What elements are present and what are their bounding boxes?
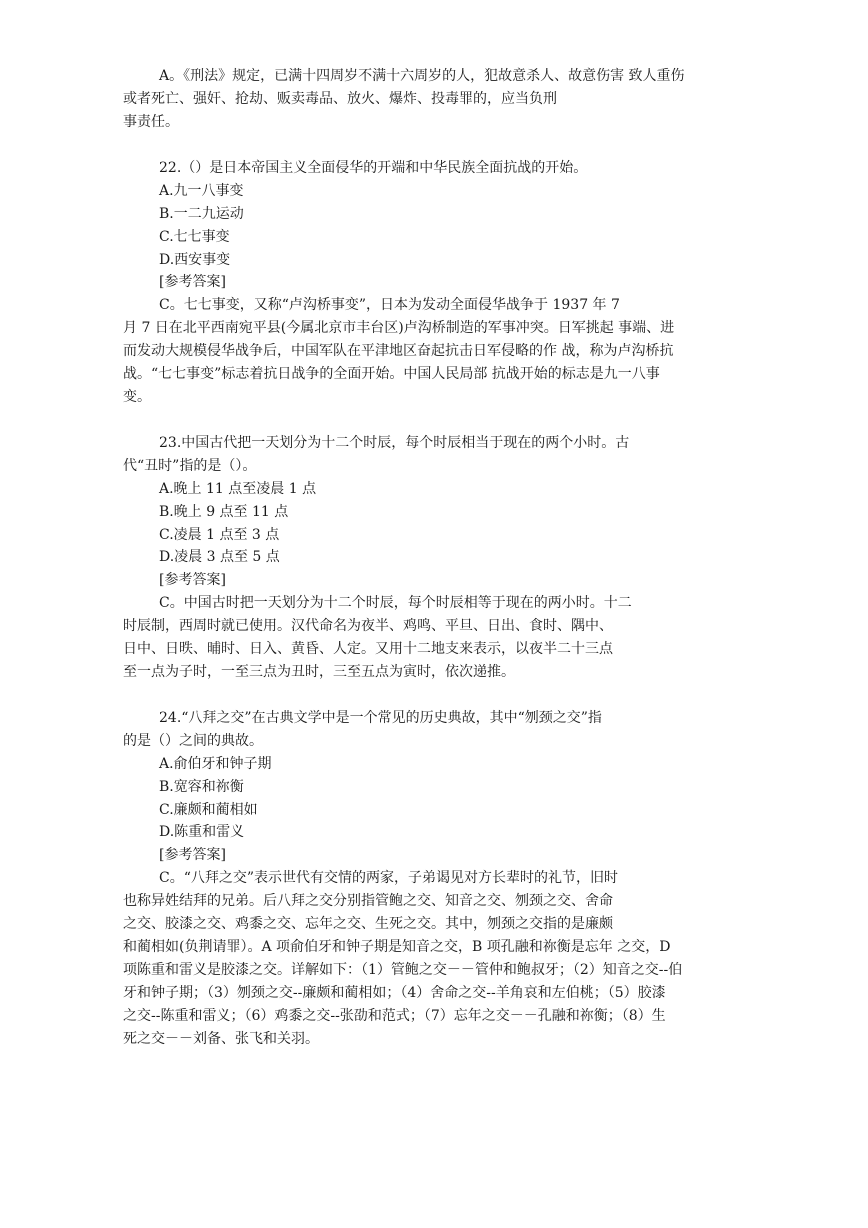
option-d: D.陈重和雷义 bbox=[159, 824, 245, 840]
option-c: C.凌晨 1 点至 3 点 bbox=[159, 527, 280, 543]
text-line: 至一点为子时，一至三点为丑时，三至五点为寅时，依次递推。 bbox=[123, 664, 515, 680]
option-c: C.七七事变 bbox=[159, 229, 230, 245]
text-line: C。七七事变，又称“卢沟桥事变”，日本为发动全面侵华战争于 1937 年 7 bbox=[159, 297, 620, 313]
option-b: B.一二九运动 bbox=[159, 206, 244, 222]
option-a: A.九一八事变 bbox=[159, 183, 244, 199]
text-line: 死之交－－刘备、张飞和关羽。 bbox=[123, 1031, 319, 1047]
text-line: C。中国古时把一天划分为十二个时辰，每个时辰相等于现在的两小时。十二 bbox=[159, 595, 632, 611]
text-line: 战。“七七事变”标志着抗日战争的全面开始。中国人民局部 抗战开始的标志是九一八事 bbox=[123, 366, 660, 382]
answer-heading: [参考答案] bbox=[159, 572, 226, 588]
answer-heading: [参考答案] bbox=[159, 847, 226, 863]
text-line: 事责任。 bbox=[123, 114, 179, 130]
question-22-stem: 22.（）是日本帝国主义全面侵华的开端和中华民族全面抗战的开始。 bbox=[159, 160, 588, 176]
text-line: 之交--陈重和雷义；（6）鸡黍之交--张劭和范式；（7）忘年之交－－孔融和祢衡；（8）生 bbox=[123, 1008, 666, 1024]
text-line: 项陈重和雷义是胶漆之交。详解如下：（1）管鲍之交－－管仲和鲍叔牙；（2）知音之交--伯 bbox=[123, 962, 683, 978]
text-line: 牙和钟子期；（3）刎颈之交--廉颇和蔺相如；（4）舍命之交--羊角哀和左伯桃；（5）胶漆 bbox=[123, 985, 666, 1001]
option-c: C.廉颇和蔺相如 bbox=[159, 802, 258, 818]
text-line: A。《刑法》规定，已满十四周岁不满十六周岁的人，犯故意杀人、故意伤害 致人重伤 bbox=[159, 68, 685, 84]
text-line: 而发动大规模侵华战争后，中国军队在平津地区奋起抗击日军侵略的作 战，称为卢沟桥抗 bbox=[123, 343, 674, 359]
text-line: 月 7 日在北平西南宛平县(今属北京市丰台区)卢沟桥制造的军事冲突。日军挑起 事端、进 bbox=[123, 320, 675, 336]
option-a: A.晚上 11 点至凌晨 1 点 bbox=[159, 481, 317, 497]
question-24-stem: 24.“八拜之交”在古典文学中是一个常见的历史典故，其中“刎颈之交”指 bbox=[159, 710, 602, 726]
text-line: 时辰制，西周时就已使用。汉代命名为夜半、鸡鸣、平旦、日出、食时、隅中、 bbox=[123, 618, 613, 634]
question-23-stem: 23.中国古代把一天划分为十二个时辰，每个时辰相当于现在的两个小时。古 bbox=[159, 435, 630, 451]
text-line: 也称异姓结拜的兄弟。后八拜之交分别指管鲍之交、知音之交、刎颈之交、舍命 bbox=[123, 893, 613, 909]
option-a: A.俞伯牙和钟子期 bbox=[159, 756, 272, 772]
text-line: 日中、日昳、晡时、日入、黄昏、人定。又用十二地支来表示，以夜半二十三点 bbox=[123, 641, 613, 657]
option-b: B.晚上 9 点至 11 点 bbox=[159, 504, 289, 520]
text-line: 或者死亡、强奸、抢劫、贩卖毒品、放火、爆炸、投毒罪的，应当负刑 bbox=[123, 91, 557, 107]
option-d: D.西安事变 bbox=[159, 252, 231, 268]
answer-heading: [参考答案] bbox=[159, 274, 226, 290]
text-line: 代“丑时”指的是（）。 bbox=[123, 458, 257, 474]
option-d: D.凌晨 3 点至 5 点 bbox=[159, 549, 280, 565]
text-line: 和蔺相如(负荆请罪）。A 项俞伯牙和钟子期是知音之交，B 项孔融和祢衡是忘年 之交，D bbox=[123, 939, 671, 955]
option-b: B.宽容和祢衡 bbox=[159, 779, 244, 795]
text-line: 的是（）之间的典故。 bbox=[123, 733, 263, 749]
text-line: 之交、胶漆之交、鸡黍之交、忘年之交、生死之交。其中，刎颈之交指的是廉颇 bbox=[123, 916, 613, 932]
text-line: C。“八拜之交”表示世代有交情的两家，子弟谒见对方长辈时的礼节，旧时 bbox=[159, 870, 619, 886]
text-line: 变。 bbox=[123, 389, 151, 405]
